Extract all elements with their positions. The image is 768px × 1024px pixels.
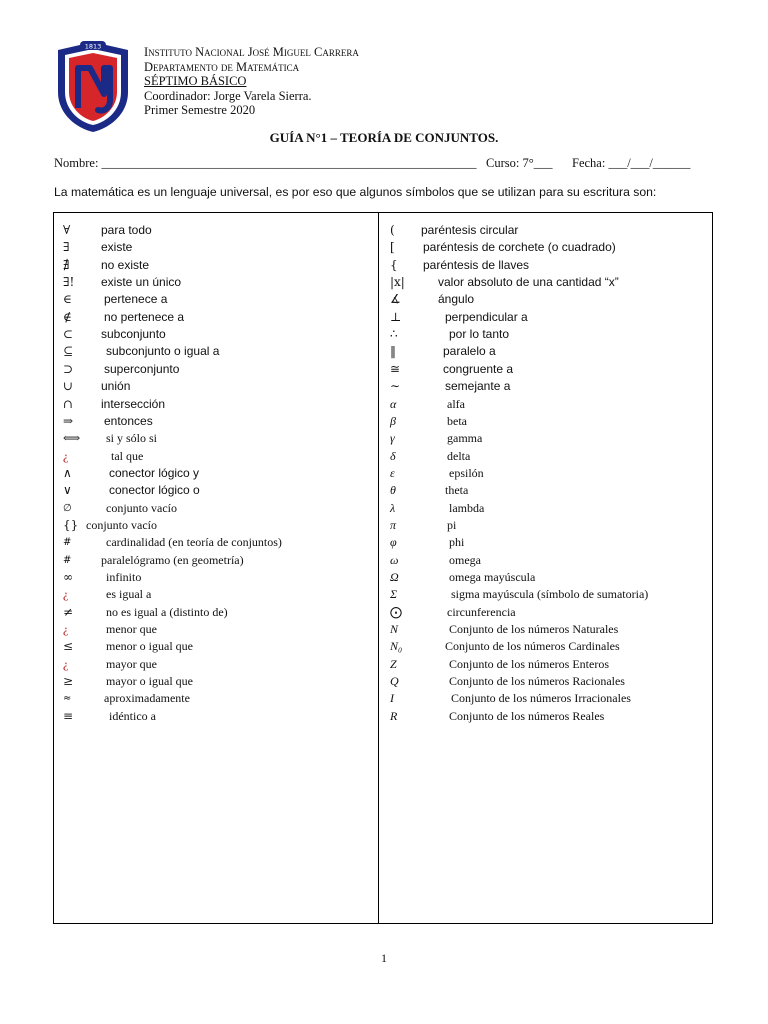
page-number: 1 [381,951,387,965]
symbol-description: alfa [447,396,465,411]
symbol-glyph: π [390,517,397,532]
symbol-description: paralelógramo (en geometría) [101,552,244,567]
symbol-glyph: ε [390,465,395,480]
symbol-glyph: Z [390,656,397,671]
symbol-description: theta [445,483,469,498]
symbol-glyph: ( [390,223,395,237]
symbol-description: epsilón [449,465,484,480]
symbol-description: conjunto vacío [106,500,177,515]
symbol-glyph: ∃! [63,275,75,290]
symbol-description: Conjunto de los números Naturales [449,622,619,637]
symbol-glyph: ∪ [63,379,74,394]
symbol-glyph: γ [390,431,395,446]
symbol-glyph: δ [390,448,396,463]
symbol-description: superconjunto [104,361,180,376]
symbol-glyph: # [63,537,72,549]
symbol-description: Conjunto de los números Irracionales [451,691,631,706]
symbol-glyph: ⊃ [63,361,74,376]
symbol-description: pertenece a [104,292,168,307]
symbol-glyph: λ [390,500,396,515]
symbol-glyph: ≠ [63,604,74,619]
symbol-description: beta [447,413,467,428]
symbol-glyph: ∼ [390,379,401,394]
symbol-glyph: ∄ [63,257,70,272]
symbol-glyph: ∉ [63,309,72,324]
symbol-description: no existe [101,257,150,272]
semester: Primer Semestre 2020 [144,103,256,117]
coordinator: Coordinador: Jorge Varela Sierra. [144,88,312,103]
symbol-glyph: [ [390,240,395,255]
symbol-glyph: θ [390,483,396,498]
symbol-glyph: ⨀ [390,604,402,619]
symbol-description: es igual a [106,587,152,602]
institution-name: Instituto Nacional José Miguel Carrera [144,45,359,59]
symbol-glyph: α [390,396,397,411]
symbol-description: cardinalidad (en teoría de conjuntos) [106,535,282,550]
symbol-description: unión [101,379,131,394]
symbol-description: semejante a [445,379,511,394]
symbol-description: infinito [106,570,142,584]
symbol-description: subconjunto o igual a [106,344,220,359]
symbols-table [53,212,713,924]
symbol-glyph: ∩ [63,396,74,411]
symbol-glyph: ∧ [63,465,72,480]
symbol-description: Conjunto de los números Reales [449,708,605,723]
symbol-description: phi [449,535,465,550]
symbol-description: mayor o igual que [106,674,193,689]
name-field: Nombre: ____________________________________________________________ [54,156,477,170]
symbol-glyph: Q [390,674,399,689]
symbol-glyph: ¿ [63,656,69,671]
symbol-glyph: φ [390,535,397,550]
symbol-description: delta [447,448,471,463]
symbol-description: sigma mayúscula (símbolo de sumatoria) [451,587,649,602]
symbol-glyph: Ω [390,570,399,584]
symbol-glyph: ≥ [63,674,74,689]
course-field: Curso: 7°___ [486,156,553,170]
symbol-glyph: ‖ [390,344,396,359]
symbol-description: pi [447,517,457,532]
symbol-description: subconjunto [101,327,166,342]
column-divider [378,213,379,923]
symbol-glyph: |x| [390,275,405,290]
symbol-glyph: ⟺ [63,431,81,446]
symbol-glyph: { [390,257,398,272]
symbol-description: lambda [449,500,485,515]
symbol-glyph: Σ [390,587,398,602]
logo-year: 1813 [84,42,102,51]
symbol-description: entonces [104,413,153,428]
symbol-glyph: ∡ [390,292,401,307]
symbol-glyph: ≈ [63,693,72,705]
symbol-glyph: # [63,554,72,566]
symbol-glyph: ∨ [63,483,72,498]
symbol-glyph: N [390,622,399,637]
symbol-glyph: ∈ [63,292,72,307]
symbol-glyph: ≤ [63,639,74,654]
symbol-glyph: N₀ [390,639,403,654]
symbol-description: Conjunto de los números Cardinales [445,639,620,654]
page-title: GUÍA N°1 – TEORÍA DE CONJUNTOS. [269,130,499,145]
symbol-description: conector lógico y [109,465,200,480]
intro-text: La matemática es un lenguaje universal, es por eso que algunos símbolos que se utilizan para su escritura son: [54,185,657,199]
symbol-glyph: {} [63,517,79,532]
symbol-description: gamma [447,431,483,446]
symbol-glyph: ⊥ [390,309,402,324]
symbol-glyph: ¿ [63,622,69,637]
symbol-description: aproximadamente [104,691,190,706]
symbol-description: paralelo a [443,344,496,359]
header-block [144,45,359,118]
symbol-description: mayor que [106,656,157,671]
symbol-glyph: ∃ [63,240,70,255]
symbol-description: menor o igual que [106,639,193,654]
symbol-glyph: ∴ [390,327,398,342]
symbol-description: existe [101,240,133,255]
symbol-description: no pertenece a [104,309,185,324]
symbol-glyph: β [390,413,396,428]
symbol-description: perpendicular a [445,309,528,324]
course-level: SÉPTIMO BÁSICO [144,74,247,88]
symbol-glyph: ≡ [63,708,74,723]
symbol-glyph: ω [390,552,399,567]
symbol-description: congruente a [443,361,514,376]
symbol-description: idéntico a [109,708,156,723]
symbol-description: si y sólo si [106,431,158,446]
symbol-description: paréntesis circular [421,223,519,237]
department-name: Departamento de Matemática [144,59,300,74]
symbol-description: tal que [111,448,144,463]
symbol-description: Conjunto de los números Enteros [449,656,609,671]
symbol-description: intersección [101,396,166,411]
symbol-description: no es igual a (distinto de) [106,604,228,619]
symbol-glyph: I [390,691,394,706]
symbol-glyph: ⊆ [63,344,74,359]
symbol-description: paréntesis de corchete (o cuadrado) [423,240,616,255]
symbol-description: conector lógico o [109,483,200,498]
symbol-glyph: ∅ [63,502,72,514]
symbol-description: conjunto vacío [86,517,157,532]
date-field: Fecha: ___/___/______ [572,156,691,170]
symbol-description: existe un único [101,275,182,290]
symbol-glyph: ¿ [63,587,69,602]
symbol-glyph: ≅ [390,361,401,376]
symbol-glyph: R [390,708,398,723]
symbol-glyph: ∀ [63,223,71,237]
school-logo [54,40,132,134]
symbol-glyph: ⊂ [63,327,74,342]
symbol-glyph: ∞ [63,570,73,584]
symbol-description: circunferencia [447,604,516,619]
symbol-glyph: ¿ [63,448,69,463]
symbol-glyph: ⇒ [63,413,74,428]
symbol-description: valor absoluto de una cantidad “x” [438,275,619,290]
symbol-description: ángulo [438,292,475,307]
symbol-description: omega [449,552,481,567]
symbol-description: omega mayúscula [449,570,536,584]
symbol-description: para todo [101,223,152,237]
symbol-description: por lo tanto [449,327,510,342]
symbol-description: paréntesis de llaves [423,257,530,272]
symbol-description: Conjunto de los números Racionales [449,674,625,689]
symbol-description: menor que [106,622,157,637]
